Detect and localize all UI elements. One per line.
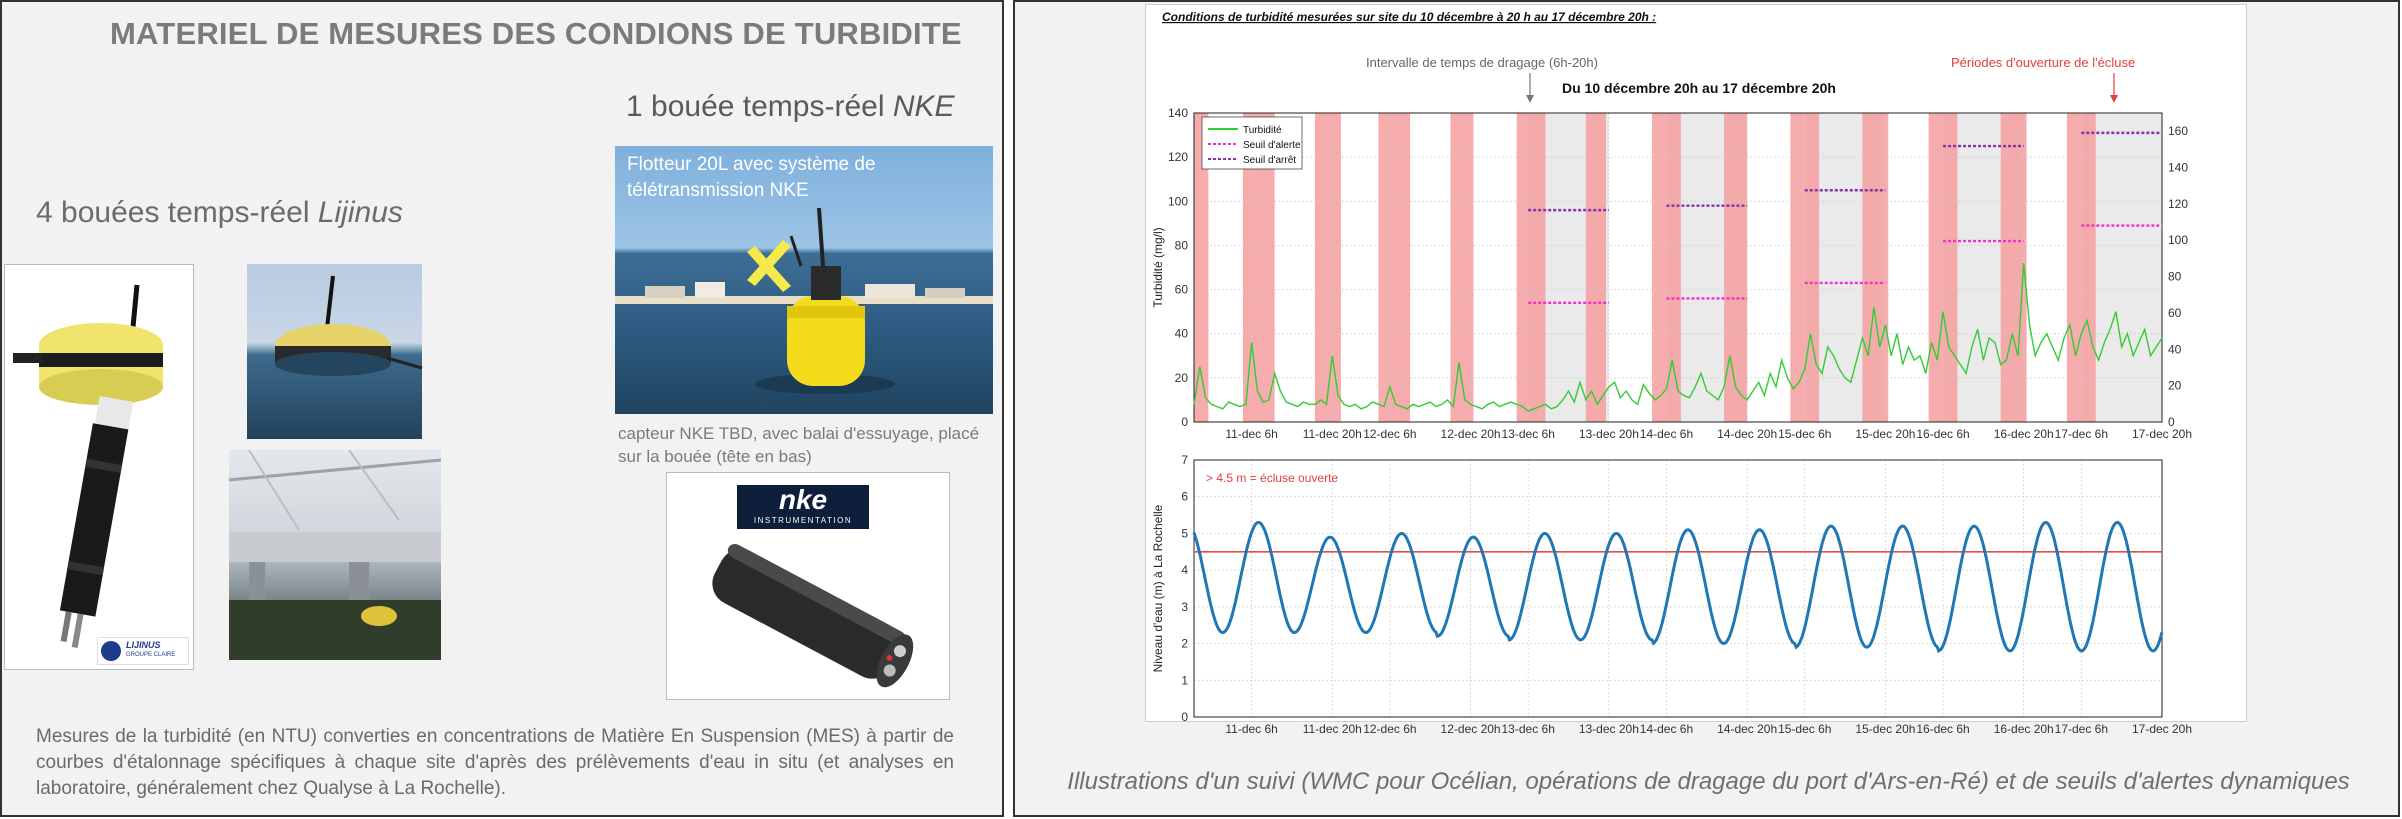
nke-buoy-heading	[626, 90, 955, 124]
y-tick-label: 2	[1181, 636, 1188, 651]
nke-sensor-caption: capteur NKE TBD, avec balai d'essuyage, placé sur la bouée (tête en bas)	[618, 424, 980, 466]
period-annotation: Du 10 décembre 20h au 17 décembre 20h	[1562, 80, 1836, 96]
x-tick-label: 16-dec 20h	[1993, 722, 2054, 736]
x-tick-label: 14-dec 6h	[1639, 722, 1694, 736]
x-tick-label: 13-dec 6h	[1501, 427, 1555, 441]
x-tick-label: 12-dec 6h	[1363, 427, 1417, 441]
water-level-chart	[1151, 453, 2192, 736]
y-tick-label: 6	[1181, 489, 1188, 504]
y2-tick-label: 0	[2168, 415, 2175, 429]
y-tick-label: 80	[1174, 238, 1188, 253]
x-tick-label: 14-dec 6h	[1639, 427, 1694, 441]
x-tick-label: 14-dec 20h	[1717, 722, 1778, 736]
x-tick-label: 17-dec 20h	[2131, 722, 2193, 736]
x-tick-label: 15-dec 20h	[1855, 427, 1916, 441]
nke-sensor-photo	[666, 472, 950, 700]
lijinus-dock-photo	[229, 450, 441, 660]
y-tick-label: 120	[1167, 150, 1188, 165]
x-tick-label: 12-dec 20h	[1440, 427, 1501, 441]
ecluse-band	[1378, 113, 1410, 422]
y-tick-label: 100	[1167, 194, 1188, 209]
x-tick-label: 13-dec 20h	[1578, 722, 1639, 736]
y-tick-label: 1	[1181, 673, 1188, 688]
y2-tick-label: 20	[2168, 378, 2182, 393]
lijinus-heading-brand: Lijinus	[317, 196, 403, 229]
y2-tick-label: 140	[2168, 160, 2189, 175]
ecluse-band	[1929, 113, 1958, 422]
x-tick-label: 12-dec 20h	[1440, 722, 1501, 736]
y2-tick-label: 100	[2168, 233, 2189, 248]
x-tick-label: 15-dec 6h	[1778, 722, 1832, 736]
y-tick-label: 7	[1181, 453, 1188, 467]
lijinus-logo-icon	[101, 641, 121, 661]
x-tick-label: 16-dec 20h	[1993, 427, 2054, 441]
y2-tick-label: 80	[2168, 269, 2182, 284]
ecluse-annotation: Périodes d'ouverture de l'écluse	[1951, 55, 2136, 70]
lijinus-heading-text: 4 bouées temps-réel	[36, 196, 318, 229]
lijinus-buoy-heading	[36, 196, 403, 230]
lijinus-logo-subtitle: GROUPE CLAIRE	[126, 652, 176, 658]
legend-label: Seuil d'alerte	[1243, 140, 1301, 151]
y-tick-label: 140	[1167, 106, 1188, 120]
ecluse-band	[1517, 113, 1546, 422]
figure-caption: Illustrations d'un suivi (WMC pour Océlian, opérations de dragage du port d'Ars-en-Ré) et de seuils d'alertes dynamiques	[1067, 768, 2350, 795]
nke-logo-subtext: INSTRUMENTATION	[753, 516, 853, 525]
ecluse-band	[1790, 113, 1819, 422]
ecluse-band	[1652, 113, 1681, 422]
dragage-annotation: Intervalle de temps de dragage (6h-20h)	[1366, 55, 1598, 70]
measurement-description: Mesures de la turbidité (en NTU) converties en concentrations de Matière En Suspension (MES) à partir de courbes d'étalonnage spécifiques à chaque site d'après des prélèvements d'eau in situ (et analyses en laboratoire, généralement chez Qualyse à La Rochelle).	[36, 726, 954, 799]
plot-frame	[1194, 460, 2162, 717]
lijinus-buoy-photo	[4, 264, 194, 670]
ecluse-band	[1315, 113, 1341, 422]
lijinus-logo	[97, 637, 189, 665]
x-tick-label: 11-dec 6h	[1225, 722, 1278, 736]
ecluse-band	[1586, 113, 1606, 422]
y-tick-label: 4	[1181, 563, 1188, 578]
y2-tick-label: 160	[2168, 124, 2189, 139]
chart-title: Conditions de turbidité mesurées sur site du 10 décembre à 20 h au 17 décembre 20h :	[1162, 10, 1657, 24]
chart-figure	[1145, 4, 2247, 736]
ecluse-band	[2067, 113, 2096, 422]
ecluse-band	[2001, 113, 2027, 422]
y-tick-label: 20	[1174, 370, 1188, 385]
y-tick-label: 3	[1181, 599, 1188, 614]
x-tick-label: 17-dec 6h	[2054, 722, 2109, 736]
legend-label: Turbidité	[1243, 125, 1282, 136]
ecluse-band	[1450, 113, 1473, 422]
y-tick-label: 40	[1174, 326, 1188, 341]
y-axis-label: Turbidité (mg/l)	[1151, 227, 1165, 308]
x-tick-label: 14-dec 20h	[1717, 427, 1778, 441]
x-tick-label: 13-dec 6h	[1501, 722, 1555, 736]
nke-logo-text: nke	[778, 484, 828, 515]
x-tick-label: 16-dec 6h	[1916, 427, 1970, 441]
dragage-arrow-head	[1526, 95, 1534, 103]
x-tick-label: 11-dec 20h	[1302, 427, 1362, 441]
y-tick-label: 60	[1174, 282, 1188, 297]
y-axis-label: Niveau d'eau (m) à La Rochelle	[1151, 504, 1165, 673]
lijinus-water-photo	[247, 264, 422, 439]
nke-heading-brand: NKE	[892, 90, 955, 123]
y2-tick-label: 60	[2168, 305, 2182, 320]
x-tick-label: 12-dec 6h	[1363, 722, 1417, 736]
ecluse-band	[1724, 113, 1747, 422]
x-tick-label: 11-dec 6h	[1225, 427, 1278, 441]
y2-tick-label: 120	[2168, 196, 2189, 211]
legend-label: Seuil d'arrêt	[1243, 155, 1297, 166]
nke-float-photo	[615, 146, 993, 414]
threshold-annotation: > 4.5 m = écluse ouverte	[1206, 471, 1339, 485]
x-tick-label: 17-dec 6h	[2054, 427, 2109, 441]
x-tick-label: 15-dec 6h	[1778, 427, 1832, 441]
y-tick-label: 0	[1181, 415, 1188, 429]
x-tick-label: 11-dec 20h	[1302, 722, 1362, 736]
x-tick-label: 15-dec 20h	[1855, 722, 1916, 736]
y-tick-label: 5	[1181, 526, 1188, 541]
ecluse-band	[1862, 113, 1888, 422]
nke-photo-overlay: Flotteur 20L avec système de télétransmission NKE	[627, 154, 876, 201]
y2-tick-label: 40	[2168, 342, 2182, 357]
turbidity-chart	[1151, 106, 2192, 441]
turbidity-legend	[1202, 117, 1302, 169]
ecluse-arrow-head	[2110, 95, 2118, 103]
lijinus-logo-name: LIJINUS	[126, 640, 161, 650]
nke-heading-text: 1 bouée temps-réel	[626, 90, 893, 123]
x-tick-label: 17-dec 20h	[2131, 427, 2193, 441]
water-level-line	[1194, 522, 2162, 651]
right-panel	[1013, 0, 2400, 817]
left-panel	[0, 0, 1004, 817]
x-tick-label: 16-dec 6h	[1916, 722, 1970, 736]
slide-title: MATERIEL DE MESURES DES CONDIONS DE TURBIDITE	[110, 16, 962, 51]
y-tick-label: 0	[1181, 710, 1188, 724]
x-tick-label: 13-dec 20h	[1578, 427, 1639, 441]
